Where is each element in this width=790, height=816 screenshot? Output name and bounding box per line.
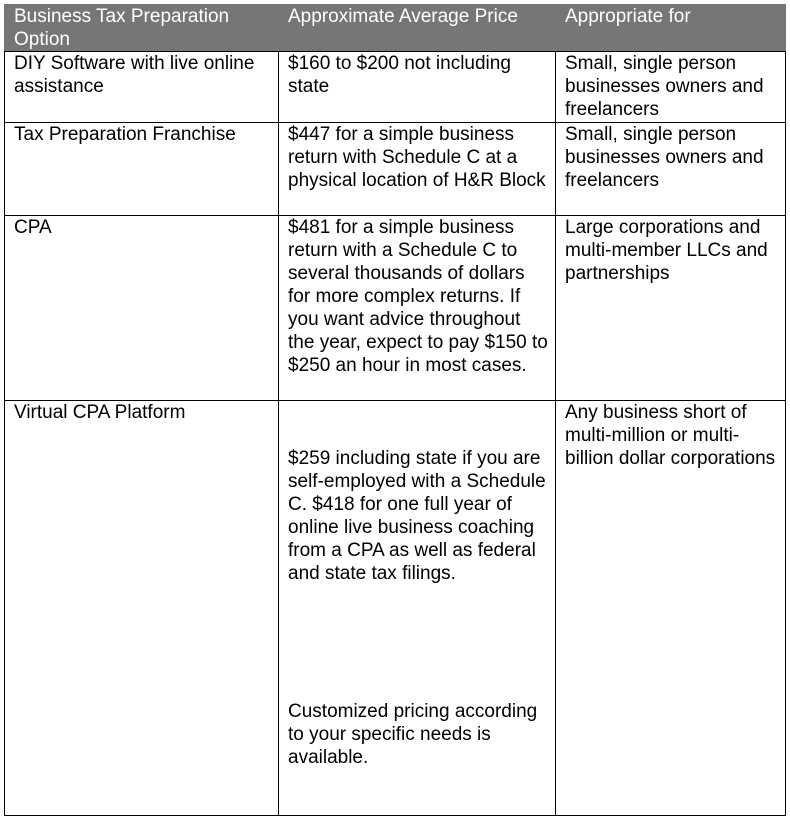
price-cell: $481 for a simple business return with a Schedule C to several thousands of dollars for more complex returns. If you want advice throughout the year, expect to pay $150 to $250 an hour in most cases. (279, 216, 556, 401)
price-cell (279, 401, 556, 816)
appropriate-for-cell: Small, single person businesses owners and freelancers (556, 123, 786, 216)
header-option: Business Tax Preparation Option (5, 5, 279, 52)
option-cell: CPA (5, 216, 279, 401)
table-row (5, 216, 786, 401)
table-row (5, 401, 786, 816)
header-row (5, 5, 786, 52)
option-cell: Virtual CPA Platform (5, 401, 279, 816)
header-price: Approximate Average Price (279, 5, 556, 52)
table-header (5, 5, 786, 52)
table-row (5, 123, 786, 216)
price-cell: $160 to $200 not including state (279, 52, 556, 123)
option-cell: Tax Preparation Franchise (5, 123, 279, 216)
appropriate-for-cell: Any business short of multi-million or multi-billion dollar corporations (556, 401, 786, 816)
header-appropriate-for: Appropriate for (556, 5, 786, 52)
table-row (5, 52, 786, 123)
price-note: Customized pricing according to your specific needs is available. (288, 701, 543, 768)
appropriate-for-cell: Large corporations and multi-member LLCs and partnerships (556, 216, 786, 401)
price-cell: $447 for a simple business return with Schedule C at a physical location of H&R Block (279, 123, 556, 216)
appropriate-for-cell: Small, single person businesses owners and freelancers (556, 52, 786, 123)
option-cell: DIY Software with live online assistance (5, 52, 279, 123)
price-text: $259 including state if you are self-employed with a Schedule C. $418 for one full year of online live business coaching from a CPA as well as federal and state tax filings. (288, 448, 551, 584)
pricing-table (4, 4, 786, 816)
paragraph-gap (288, 631, 551, 654)
table-body (5, 52, 786, 816)
